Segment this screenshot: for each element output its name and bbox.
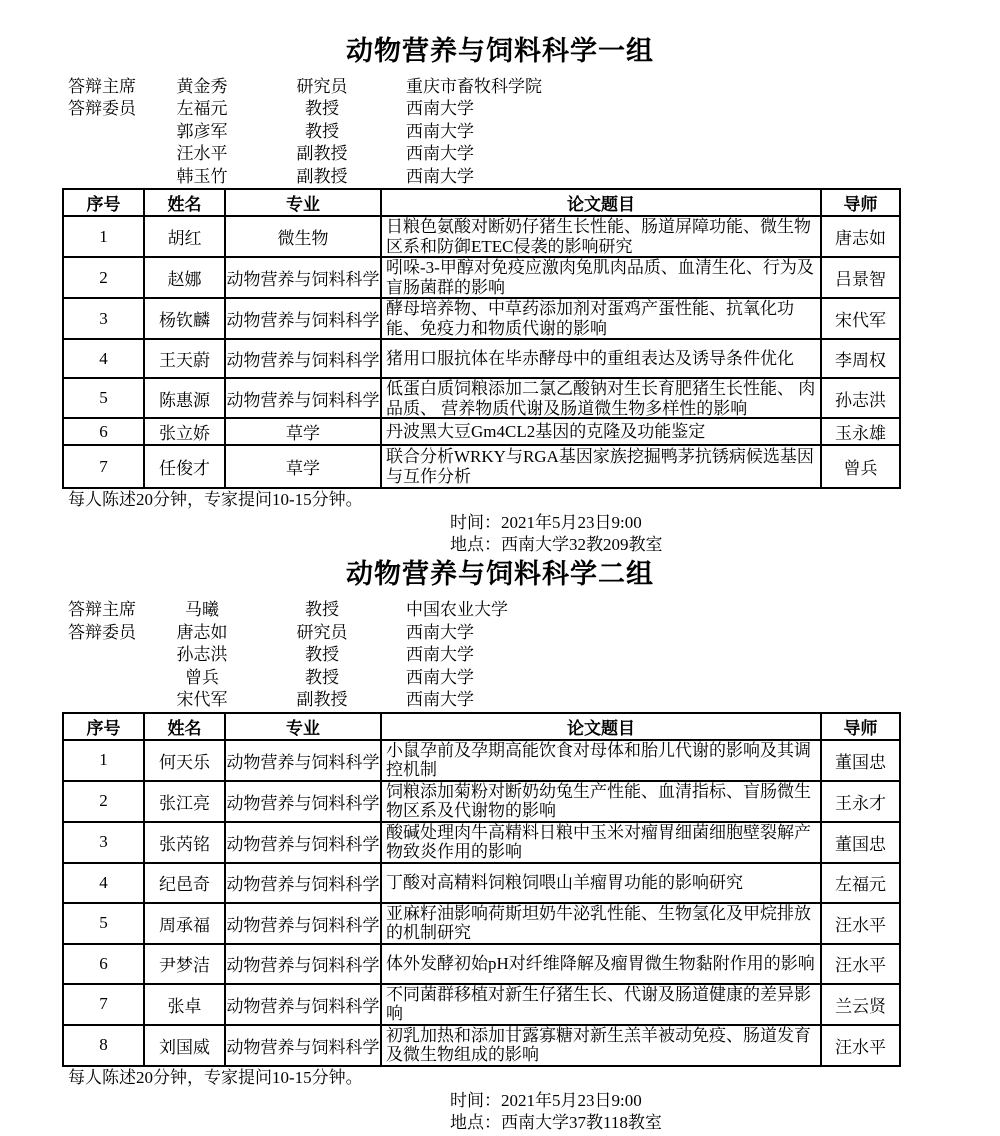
committee-member-title: 研究员 <box>296 622 348 642</box>
table-row <box>63 903 900 944</box>
cell-name: 任俊才 <box>144 445 225 488</box>
cell-index: 4 <box>63 339 144 378</box>
committee-list <box>68 73 1000 185</box>
cell-index: 2 <box>63 781 144 822</box>
cell-major: 动物营养与饲料科学 <box>225 903 381 944</box>
committee-member-org: 西南大学 <box>406 645 474 665</box>
defense-table-group1 <box>62 188 901 489</box>
cell-mentor: 汪水平 <box>821 944 900 984</box>
session-time: 时间：2021年5月23日9:00 <box>450 1090 642 1110</box>
table-row <box>63 257 900 298</box>
cell-name: 周承福 <box>144 903 225 944</box>
committee-member-name: 宋代军 <box>176 690 228 709</box>
committee-row <box>68 96 1000 118</box>
cell-thesis-title: 猪用口服抗体在毕赤酵母中的重组表达及诱导条件优化 <box>381 339 821 378</box>
cell-index: 8 <box>63 1025 144 1066</box>
cell-name: 杨钦麟 <box>144 298 225 339</box>
table-row <box>63 944 900 984</box>
group-title: 动物营养与饲料科学二组 <box>346 559 654 590</box>
cell-thesis-title: 饲粮添加菊粉对断奶幼兔生产性能、血清指标、盲肠微生物区系及代谢物的影响 <box>381 781 821 822</box>
cell-thesis-title: 低蛋白质饲粮添加二氯乙酸钠对生长育肥猪生长性能、 肉品质、 营养物质代谢及肠道微生物多样性的影响 <box>381 378 821 418</box>
committee-member-org: 西南大学 <box>406 667 474 687</box>
table-header-row <box>63 713 900 740</box>
cell-name: 张芮铭 <box>144 822 225 863</box>
committee-member-org: 中国农业大学 <box>406 600 508 620</box>
table-row <box>63 984 900 1025</box>
committee-member-title: 教授 <box>305 121 339 141</box>
table-row <box>63 445 900 488</box>
cell-thesis-title: 小鼠孕前及孕期高能饮食对母体和胎儿代谢的影响及其调控机制 <box>381 740 821 781</box>
cell-thesis-title: 联合分析WRKY与RGA基因家族挖掘鸭茅抗锈病候选基因与互作分析 <box>381 445 821 488</box>
cell-major: 动物营养与饲料科学 <box>225 863 381 903</box>
cell-major: 动物营养与饲料科学 <box>225 781 381 822</box>
committee-member-title: 研究员 <box>296 77 348 97</box>
committee-member-name: 曾兵 <box>185 667 219 687</box>
committee-member-name: 孙志洪 <box>176 645 228 665</box>
cell-thesis-title: 丁酸对高精料饲粮饲喂山羊瘤胃功能的影响研究 <box>381 863 821 903</box>
committee-row <box>68 163 1000 185</box>
col-header-thesis: 论文题目 <box>381 713 821 740</box>
table-row <box>63 216 900 257</box>
committee-member-title: 副教授 <box>296 144 348 164</box>
cell-mentor: 李周权 <box>821 339 900 378</box>
cell-name: 何天乐 <box>144 740 225 781</box>
col-header-mentor: 导师 <box>821 189 900 216</box>
committee-row <box>68 686 1000 708</box>
col-header-thesis: 论文题目 <box>381 189 821 216</box>
committee-row <box>68 141 1000 163</box>
committee-member-name: 汪水平 <box>176 144 228 164</box>
cell-major: 动物营养与饲料科学 <box>225 740 381 781</box>
cell-index: 6 <box>63 418 144 445</box>
cell-mentor: 玉永雄 <box>821 418 900 445</box>
col-header-index: 序号 <box>63 713 144 740</box>
cell-mentor: 董国忠 <box>821 740 900 781</box>
committee-list <box>68 597 1000 709</box>
cell-name: 胡红 <box>144 216 225 257</box>
committee-row <box>68 597 1000 619</box>
committee-role: 答辩委员 <box>68 99 136 119</box>
cell-mentor: 曾兵 <box>821 445 900 488</box>
table-row <box>63 863 900 903</box>
committee-member-title: 副教授 <box>296 166 348 186</box>
table-row <box>63 1025 900 1066</box>
cell-name: 张卓 <box>144 984 225 1025</box>
committee-member-org: 西南大学 <box>406 99 474 119</box>
cell-major: 草学 <box>225 445 381 488</box>
col-header-index: 序号 <box>63 189 144 216</box>
cell-index: 6 <box>63 944 144 984</box>
cell-index: 5 <box>63 378 144 418</box>
cell-name: 刘国威 <box>144 1025 225 1066</box>
cell-name: 王天蔚 <box>144 339 225 378</box>
committee-member-title: 教授 <box>305 600 339 620</box>
committee-member-org: 西南大学 <box>406 622 474 642</box>
cell-name: 张江亮 <box>144 781 225 822</box>
cell-thesis-title: 亚麻籽油影响荷斯坦奶牛泌乳性能、生物氢化及甲烷排放的机制研究 <box>381 903 821 944</box>
committee-member-org: 西南大学 <box>406 144 474 164</box>
table-header-row <box>63 189 900 216</box>
committee-row <box>68 642 1000 664</box>
cell-thesis-title: 日粮色氨酸对断奶仔猪生长性能、肠道屏障功能、微生物区系和防御ETEC侵袭的影响研究 <box>381 216 821 257</box>
cell-major: 草学 <box>225 418 381 445</box>
col-header-major: 专业 <box>225 189 381 216</box>
group-title: 动物营养与饲料科学一组 <box>346 36 654 66</box>
committee-member-org: 重庆市畜牧科学院 <box>406 77 542 97</box>
cell-index: 3 <box>63 298 144 339</box>
committee-row <box>68 118 1000 140</box>
cell-mentor: 汪水平 <box>821 1025 900 1066</box>
committee-member-org: 西南大学 <box>406 166 474 186</box>
cell-mentor: 左福元 <box>821 863 900 903</box>
col-header-name: 姓名 <box>144 189 225 216</box>
cell-index: 2 <box>63 257 144 298</box>
table-row <box>63 418 900 445</box>
cell-mentor: 兰云贤 <box>821 984 900 1025</box>
cell-major: 动物营养与饲料科学 <box>225 944 381 984</box>
committee-member-title: 教授 <box>305 645 339 665</box>
cell-index: 4 <box>63 863 144 903</box>
table-row <box>63 822 900 863</box>
table-row <box>63 378 900 418</box>
session-meta <box>450 512 1000 556</box>
duration-note: 每人陈述20分钟，专家提问10-15分钟。 <box>68 1067 363 1087</box>
cell-mentor: 汪水平 <box>821 903 900 944</box>
cell-name: 尹梦洁 <box>144 944 225 984</box>
cell-major: 动物营养与饲料科学 <box>225 298 381 339</box>
committee-member-name: 左福元 <box>176 99 228 119</box>
cell-index: 1 <box>63 740 144 781</box>
table-row <box>63 740 900 781</box>
col-header-major: 专业 <box>225 713 381 740</box>
cell-thesis-title: 丹波黑大豆Gm4CL2基因的克隆及功能鉴定 <box>381 418 821 445</box>
committee-member-name: 郭彦军 <box>176 121 228 141</box>
committee-role: 答辩委员 <box>68 622 136 642</box>
cell-thesis-title: 不同菌群移植对新生仔猪生长、代谢及肠道健康的差异影响 <box>381 984 821 1025</box>
cell-index: 3 <box>63 822 144 863</box>
cell-index: 7 <box>63 984 144 1025</box>
group-section-1 <box>0 35 1000 556</box>
cell-thesis-title: 初乳加热和添加甘露寡糖对新生羔羊被动免疫、肠道发育及微生物组成的影响 <box>381 1025 821 1066</box>
group-section-2 <box>0 558 1000 1133</box>
cell-name: 纪邑奇 <box>144 863 225 903</box>
committee-row <box>68 73 1000 95</box>
committee-member-org: 西南大学 <box>406 121 474 141</box>
cell-major: 动物营养与饲料科学 <box>225 257 381 298</box>
cell-major: 动物营养与饲料科学 <box>225 1025 381 1066</box>
cell-name: 赵娜 <box>144 257 225 298</box>
cell-mentor: 宋代军 <box>821 298 900 339</box>
cell-mentor: 吕景智 <box>821 257 900 298</box>
committee-member-org: 西南大学 <box>406 690 474 709</box>
committee-row <box>68 619 1000 641</box>
cell-major: 动物营养与饲料科学 <box>225 984 381 1025</box>
table-row <box>63 781 900 822</box>
committee-member-name: 唐志如 <box>176 622 228 642</box>
committee-member-name: 马曦 <box>185 600 219 620</box>
duration-note: 每人陈述20分钟，专家提问10-15分钟。 <box>68 490 363 510</box>
cell-thesis-title: 酵母培养物、中草药添加剂对蛋鸡产蛋性能、抗氧化功能、免疫力和物质代谢的影响 <box>381 298 821 339</box>
col-header-mentor: 导师 <box>821 713 900 740</box>
committee-member-name: 黄金秀 <box>176 77 228 97</box>
cell-major: 动物营养与饲料科学 <box>225 378 381 418</box>
session-location: 地点：西南大学37教118教室 <box>450 1112 662 1132</box>
cell-mentor: 王永才 <box>821 781 900 822</box>
committee-member-title: 教授 <box>305 99 339 119</box>
table-row <box>63 339 900 378</box>
committee-member-title: 副教授 <box>296 690 348 709</box>
session-time: 时间：2021年5月23日9:00 <box>450 513 642 533</box>
table-row <box>63 298 900 339</box>
cell-thesis-title: 体外发酵初始pH对纤维降解及瘤胃微生物黏附作用的影响 <box>381 944 821 984</box>
cell-index: 7 <box>63 445 144 488</box>
cell-major: 动物营养与饲料科学 <box>225 339 381 378</box>
cell-index: 1 <box>63 216 144 257</box>
defense-table-group2 <box>62 712 901 1067</box>
session-location: 地点：西南大学32教209教室 <box>450 535 663 555</box>
committee-member-title: 教授 <box>305 667 339 687</box>
cell-mentor: 孙志洪 <box>821 378 900 418</box>
cell-name: 陈惠源 <box>144 378 225 418</box>
cell-major: 动物营养与饲料科学 <box>225 822 381 863</box>
session-meta <box>450 1090 1000 1134</box>
cell-thesis-title: 吲哚-3-甲醇对免疫应激肉兔肌肉品质、血清生化、行为及盲肠菌群的影响 <box>381 257 821 298</box>
cell-name: 张立娇 <box>144 418 225 445</box>
committee-row <box>68 664 1000 686</box>
cell-thesis-title: 酸碱处理肉牛高精料日粮中玉米对瘤胃细菌细胞壁裂解产物致炎作用的影响 <box>381 822 821 863</box>
committee-member-name: 韩玉竹 <box>176 166 228 186</box>
cell-major: 微生物 <box>225 216 381 257</box>
committee-role: 答辩主席 <box>68 600 136 620</box>
cell-mentor: 唐志如 <box>821 216 900 257</box>
cell-index: 5 <box>63 903 144 944</box>
committee-role: 答辩主席 <box>68 77 136 97</box>
cell-mentor: 董国忠 <box>821 822 900 863</box>
col-header-name: 姓名 <box>144 713 225 740</box>
